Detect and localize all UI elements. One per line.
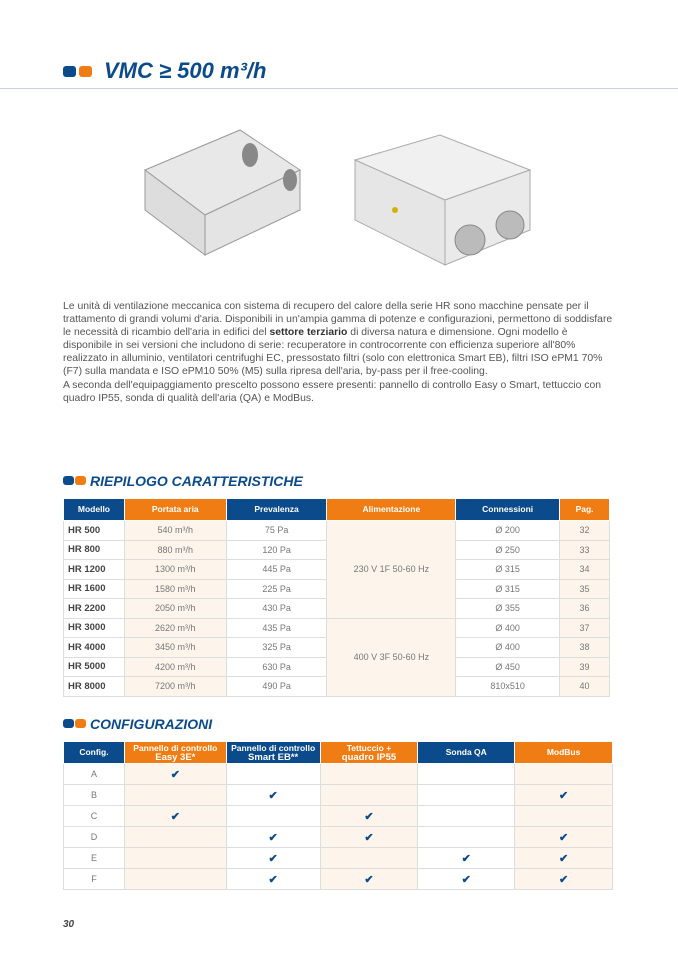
section-square-orange-icon xyxy=(75,719,86,728)
config-cell: F xyxy=(64,869,125,890)
pressure-cell: 120 Pa xyxy=(226,540,327,560)
config-header-row xyxy=(64,742,613,764)
config-cell: D xyxy=(64,827,125,848)
check-icon: ✔ xyxy=(461,873,471,886)
option-cell xyxy=(418,827,515,848)
connection-cell: Ø 200 xyxy=(456,521,560,541)
model-cell: HR 1600 xyxy=(64,579,125,599)
pressure-cell: 445 Pa xyxy=(226,560,327,580)
option-cell xyxy=(418,806,515,827)
page-cell: 36 xyxy=(560,599,610,619)
check-icon: ✔ xyxy=(170,810,180,823)
section-square-blue-icon xyxy=(63,719,74,728)
brand-square-orange-icon xyxy=(79,66,92,77)
model-cell: HR 800 xyxy=(64,540,125,560)
table-row xyxy=(64,785,613,806)
column-header xyxy=(418,742,515,764)
option-cell xyxy=(320,785,418,806)
page-cell: 34 xyxy=(560,560,610,580)
table-row xyxy=(64,521,610,541)
airflow-cell: 1580 m³/h xyxy=(124,579,226,599)
airflow-cell: 7200 m³/h xyxy=(124,677,226,697)
config-cell: C xyxy=(64,806,125,827)
model-cell: HR 4000 xyxy=(64,638,125,658)
option-cell xyxy=(418,764,515,785)
table-row xyxy=(64,848,613,869)
check-icon: ✔ xyxy=(268,873,278,886)
option-cell xyxy=(320,764,418,785)
column-header: Prevalenza xyxy=(226,499,327,521)
option-cell xyxy=(515,848,613,869)
table-row xyxy=(64,869,613,890)
column-header: Connessioni xyxy=(456,499,560,521)
section-square-blue-icon xyxy=(63,476,74,485)
config-cell: A xyxy=(64,764,125,785)
table-row xyxy=(64,806,613,827)
unit-image-left xyxy=(145,130,300,255)
column-header: Modello xyxy=(64,499,125,521)
brand-square-blue-icon xyxy=(63,66,76,77)
option-cell xyxy=(226,764,320,785)
option-cell xyxy=(320,827,418,848)
header-line: Sonda QA xyxy=(445,747,487,757)
connection-cell: Ø 450 xyxy=(456,657,560,677)
check-icon: ✔ xyxy=(461,852,471,865)
airflow-cell: 1300 m³/h xyxy=(124,560,226,580)
model-cell: HR 5000 xyxy=(64,657,125,677)
column-header: Pag. xyxy=(560,499,610,521)
column-header xyxy=(515,742,613,764)
airflow-cell: 4200 m³/h xyxy=(124,657,226,677)
summary-header-row xyxy=(64,499,610,521)
option-cell xyxy=(515,869,613,890)
connection-cell: Ø 315 xyxy=(456,560,560,580)
column-header: Portata aria xyxy=(124,499,226,521)
check-icon: ✔ xyxy=(364,873,374,886)
header-line: Tettuccio + xyxy=(346,742,392,753)
option-cell xyxy=(418,785,515,806)
option-cell xyxy=(515,764,613,785)
connection-cell: 810x510 xyxy=(456,677,560,697)
power-cell: 230 V 1F 50-60 Hz xyxy=(327,521,456,619)
config-table xyxy=(63,741,613,890)
pressure-cell: 325 Pa xyxy=(226,638,327,658)
table-row xyxy=(64,827,613,848)
pressure-cell: 435 Pa xyxy=(226,618,327,638)
summary-title: RIEPILOGO CARATTERISTICHE xyxy=(90,473,303,489)
unit-image-right xyxy=(355,135,530,265)
option-cell xyxy=(124,848,226,869)
page-number: 30 xyxy=(63,919,75,930)
check-icon: ✔ xyxy=(268,831,278,844)
intro-text-a: Le unità di ventilazione meccanica con sistema di recupero del calore della serie HR sono macchine pensate per il trattamento di grandi volumi d'aria. Disponibili in un'ampia gamma di potenze e configurazioni, permettono di soddisfare le necessità di ricambio dell'aria in edifici del xyxy=(63,301,613,339)
airflow-cell: 3450 m³/h xyxy=(124,638,226,658)
pressure-cell: 630 Pa xyxy=(226,657,327,677)
page-cell: 38 xyxy=(560,638,610,658)
check-icon: ✔ xyxy=(364,831,374,844)
header-line: ModBus xyxy=(546,747,581,757)
pressure-cell: 225 Pa xyxy=(226,579,327,599)
airflow-cell: 2620 m³/h xyxy=(124,618,226,638)
page-cell: 32 xyxy=(560,521,610,541)
option-cell xyxy=(124,869,226,890)
config-cell: E xyxy=(64,848,125,869)
model-cell: HR 500 xyxy=(64,521,125,541)
option-cell xyxy=(418,869,515,890)
check-icon: ✔ xyxy=(558,873,569,886)
intro-text xyxy=(63,300,618,405)
option-cell xyxy=(515,806,613,827)
header-line: quadro IP55 xyxy=(341,751,397,763)
intro-bold: settore terziario xyxy=(269,327,348,339)
column-header xyxy=(64,742,125,764)
intro-text-b: di diversa natura e dimensione. Ogni modello è disponibile in sei versioni che includono di serie: recuperatore in controcorrente con efficienza superiore all'80% realizzato in alluminio, ventilatori centrifughi EC, pressostato filtri (solo con elettronica Smart EB), filtri ISO ePM1 70% (F7) sulla mandata e ISO ePM10 50% (M5) sulla ripresa dell'aria, by-pass per il free-cooling. xyxy=(63,327,603,378)
pressure-cell: 75 Pa xyxy=(226,521,327,541)
airflow-cell: 2050 m³/h xyxy=(124,599,226,619)
option-cell xyxy=(515,785,613,806)
check-icon: ✔ xyxy=(558,852,569,865)
check-icon: ✔ xyxy=(268,852,278,865)
config-cell: B xyxy=(64,785,125,806)
page-cell: 37 xyxy=(560,618,610,638)
power-cell: 400 V 3F 50-60 Hz xyxy=(327,618,456,696)
table-row xyxy=(64,618,610,638)
model-cell: HR 8000 xyxy=(64,677,125,697)
header-line: Pannello di controllo xyxy=(231,742,316,753)
airflow-cell: 540 m³/h xyxy=(124,521,226,541)
column-header xyxy=(226,742,320,764)
table-row xyxy=(64,764,613,785)
option-cell xyxy=(226,869,320,890)
product-images xyxy=(140,125,560,275)
connection-cell: Ø 400 xyxy=(456,638,560,658)
page-cell: 40 xyxy=(560,677,610,697)
page-cell: 33 xyxy=(560,540,610,560)
option-cell xyxy=(124,827,226,848)
option-cell xyxy=(418,848,515,869)
check-icon: ✔ xyxy=(558,831,569,844)
summary-table xyxy=(63,498,610,697)
check-icon: ✔ xyxy=(364,810,374,823)
option-cell xyxy=(226,785,320,806)
column-header xyxy=(124,742,226,764)
option-cell xyxy=(515,827,613,848)
pressure-cell: 430 Pa xyxy=(226,599,327,619)
pressure-cell: 490 Pa xyxy=(226,677,327,697)
check-icon: ✔ xyxy=(268,789,278,802)
connection-cell: Ø 400 xyxy=(456,618,560,638)
option-cell xyxy=(320,848,418,869)
option-cell xyxy=(320,869,418,890)
page-cell: 35 xyxy=(560,579,610,599)
model-cell: HR 1200 xyxy=(64,560,125,580)
option-cell xyxy=(226,848,320,869)
check-icon: ✔ xyxy=(558,789,569,802)
header-line: Easy 3E* xyxy=(155,751,196,763)
divider xyxy=(0,88,678,89)
page-cell: 39 xyxy=(560,657,610,677)
intro-text-2: A seconda dell'equipaggiamento prescelto possono essere presenti: pannello di controllo Easy o Smart, tettuccio con quadro IP55, sonda di qualità dell'aria (QA) e ModBus. xyxy=(63,379,602,404)
check-icon: ✔ xyxy=(170,768,180,781)
model-cell: HR 3000 xyxy=(64,618,125,638)
connection-cell: Ø 315 xyxy=(456,579,560,599)
header-line: Config. xyxy=(79,747,109,757)
airflow-cell: 880 m³/h xyxy=(124,540,226,560)
option-cell xyxy=(124,806,226,827)
section-square-orange-icon xyxy=(75,476,86,485)
option-cell xyxy=(226,827,320,848)
header-line: Smart EB** xyxy=(248,751,299,763)
header-line: Pannello di controllo xyxy=(133,742,218,753)
column-header: Alimentazione xyxy=(327,499,456,521)
column-header xyxy=(320,742,418,764)
option-cell xyxy=(320,806,418,827)
option-cell xyxy=(124,764,226,785)
option-cell xyxy=(226,806,320,827)
model-cell: HR 2200 xyxy=(64,599,125,619)
connection-cell: Ø 250 xyxy=(456,540,560,560)
page-title: VMC ≥ 500 m³/h xyxy=(104,58,267,83)
option-cell xyxy=(124,785,226,806)
connection-cell: Ø 355 xyxy=(456,599,560,619)
config-title: CONFIGURAZIONI xyxy=(90,716,213,732)
